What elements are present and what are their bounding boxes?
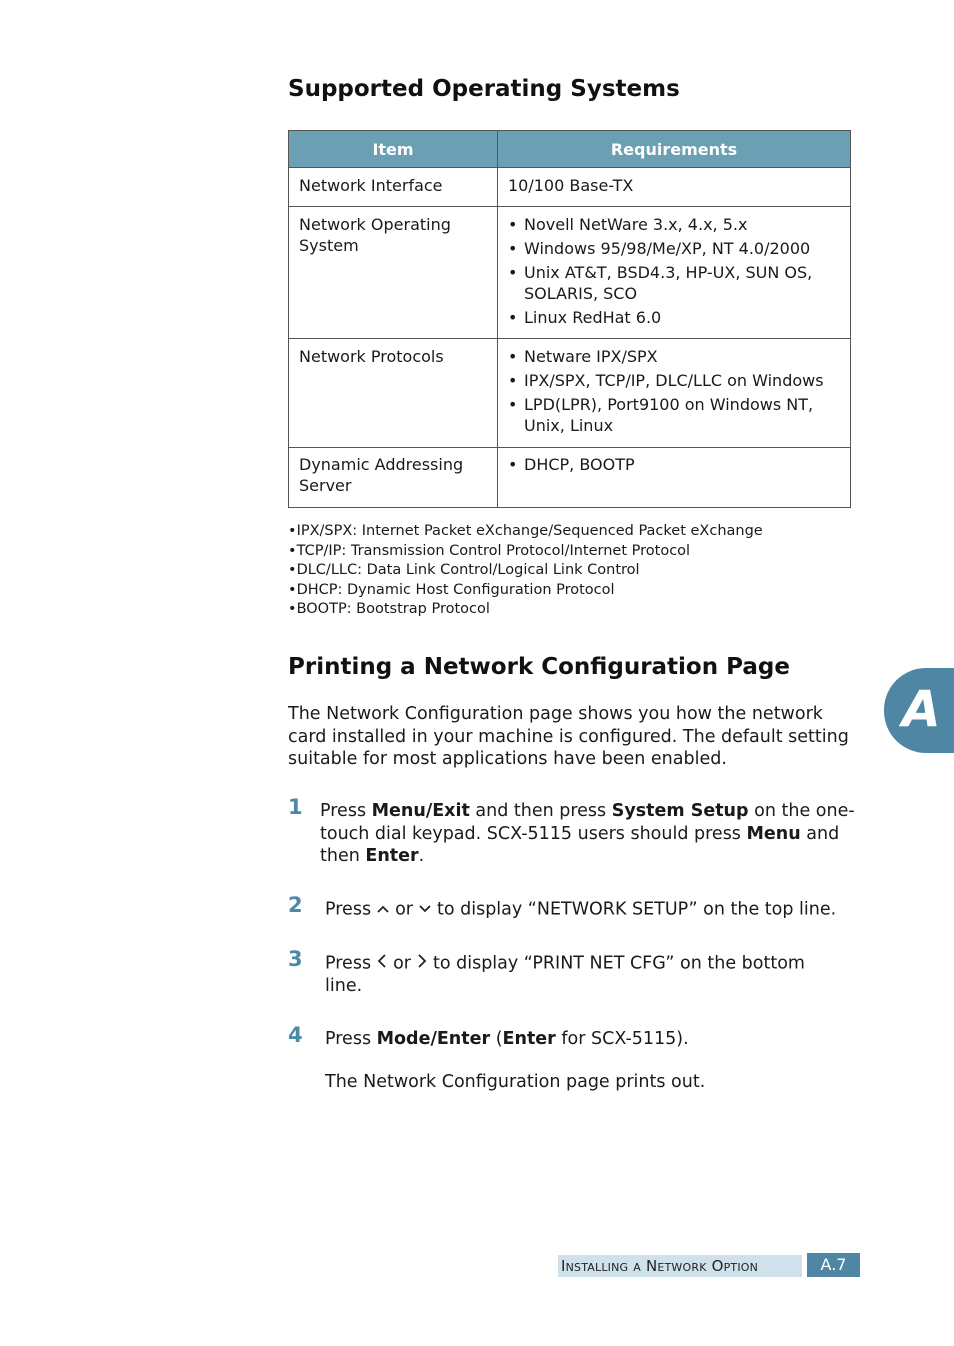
list-item: • Windows 95/98/Me/XP, NT 4.0/2000 <box>508 238 840 259</box>
footer-page-number: A.7 <box>807 1253 860 1277</box>
text-run: Press <box>325 1029 377 1049</box>
text-run: to display “NETWORK SETUP” on the top line. <box>436 899 837 920</box>
table-row <box>289 207 851 339</box>
table-row <box>289 339 851 448</box>
footer-chapter-title: Installing a Network Option <box>558 1255 802 1277</box>
text-run: . <box>418 846 425 866</box>
chevron-right-icon <box>417 952 427 975</box>
appendix-letter: A <box>902 680 941 738</box>
text-run: on the one-touch dial keypad. SCX-5115 users should press <box>320 801 855 844</box>
requirement-list <box>508 214 840 328</box>
key-enter: Enter <box>502 1029 556 1049</box>
list-item: • Novell NetWare 3.x, 4.x, 5.x <box>508 214 840 235</box>
row-item: Dynamic Addressing Server <box>289 448 498 508</box>
list-item: • Unix AT&T, BSD4.3, HP-UX, SUN OS, SOLARIS, SCO <box>508 262 840 304</box>
key-system-setup: System Setup <box>611 801 749 821</box>
abbreviation-item: • IPX/SPX: Internet Packet eXchange/Sequenced Packet eXchange <box>288 522 763 542</box>
table-header-row <box>289 131 851 168</box>
step-text <box>325 1028 865 1093</box>
step-number: 2 <box>288 893 303 917</box>
chevron-left-icon <box>377 952 387 975</box>
list-item: • Linux RedHat 6.0 <box>508 307 840 328</box>
section-title-printing-config: Printing a Network Configuration Page <box>288 654 790 680</box>
section-title-supported-os: Supported Operating Systems <box>288 76 680 102</box>
text-run: and then <box>320 823 840 866</box>
abbreviation-item: • DLC/LLC: Data Link Control/Logical Link Control <box>288 561 763 581</box>
requirement-list <box>508 346 840 436</box>
header-item: Item <box>289 131 498 168</box>
text-run: or <box>395 899 413 920</box>
table-row <box>289 168 851 207</box>
text-run: ( <box>490 1029 503 1049</box>
text-run: and then press <box>469 801 612 821</box>
key-mode-enter: Mode/Enter <box>376 1029 491 1049</box>
abbreviation-item: • TCP/IP: Transmission Control Protocol/Internet Protocol <box>288 542 763 562</box>
row-item: Network Protocols <box>289 339 498 448</box>
text-run: Press <box>320 801 372 821</box>
header-requirements: Requirements <box>498 131 851 168</box>
list-item: • DHCP, BOOTP <box>508 454 840 475</box>
text-run: to display “PRINT NET CFG” on the bottom line. <box>325 953 805 996</box>
abbreviation-item: • DHCP: Dynamic Host Configuration Protocol <box>288 581 763 601</box>
step-note: The Network Configuration page prints out. <box>325 1071 706 1092</box>
requirement-list <box>508 454 840 475</box>
appendix-tab <box>884 668 954 753</box>
text-run: Press <box>325 953 372 974</box>
list-item: • Netware IPX/SPX <box>508 346 840 367</box>
abbreviation-list <box>288 522 763 620</box>
requirements-table <box>288 130 851 508</box>
chevron-up-icon <box>377 898 389 921</box>
step-text <box>320 800 860 868</box>
key-enter: Enter <box>365 846 419 866</box>
text-run: Press <box>325 899 372 920</box>
abbreviation-item: • BOOTP: Bootstrap Protocol <box>288 600 763 620</box>
key-menu-exit: Menu/Exit <box>371 801 470 821</box>
table-row <box>289 448 851 508</box>
text-run: or <box>393 953 411 974</box>
step-number: 1 <box>288 795 303 819</box>
step-text <box>325 898 865 921</box>
row-item: Network Interface <box>289 168 498 207</box>
text-run: for SCX-5115). <box>555 1029 689 1049</box>
step-number: 3 <box>288 947 303 971</box>
list-item: • IPX/SPX, TCP/IP, DLC/LLC on Windows <box>508 370 840 391</box>
chevron-down-icon <box>419 898 431 921</box>
key-menu: Menu <box>746 823 801 844</box>
step-number: 4 <box>288 1023 303 1047</box>
step-text <box>325 952 840 997</box>
intro-paragraph: The Network Configuration page shows you how the network card installed in your machine is configured. The default setting suitable for most applications have been enabled. <box>288 704 849 769</box>
list-item: • LPD(LPR), Port9100 on Windows NT, Unix, Linux <box>508 394 840 436</box>
row-requirement: 10/100 Base-TX <box>498 168 851 207</box>
row-item: Network Operating System <box>289 207 498 339</box>
